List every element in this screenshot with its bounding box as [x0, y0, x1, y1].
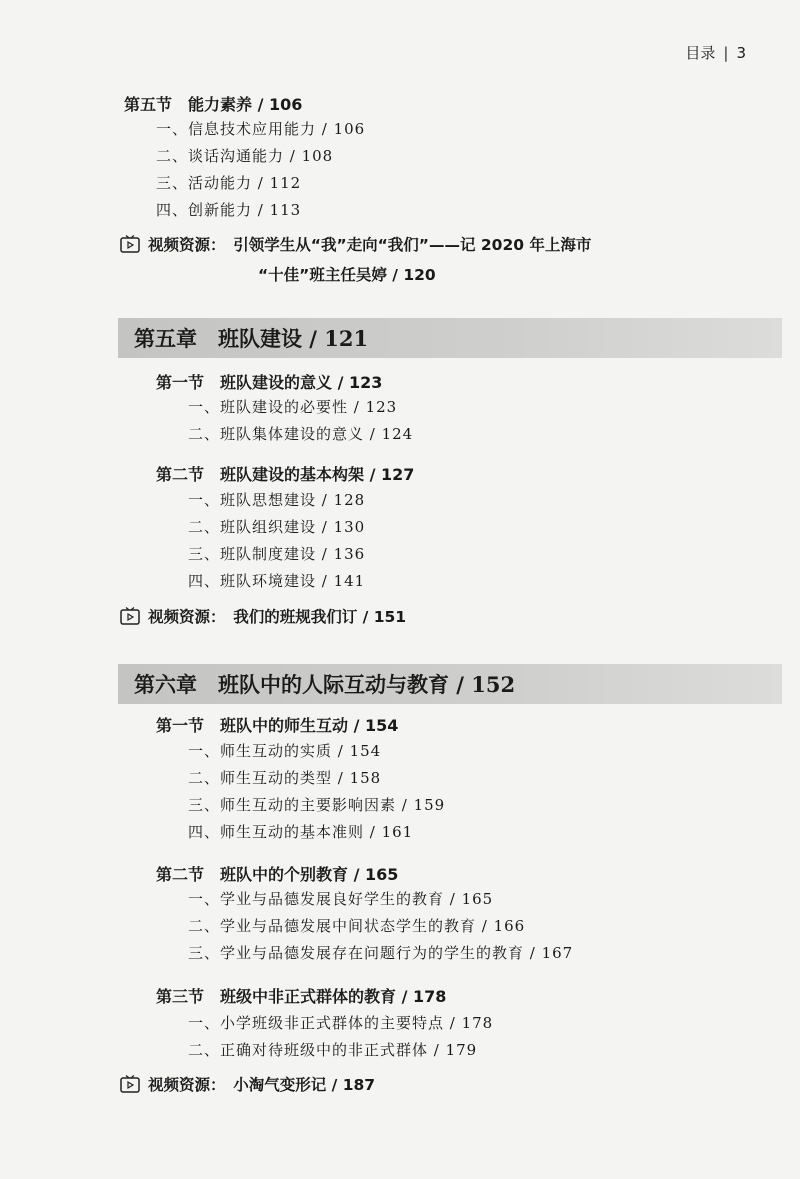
toc-item[interactable]: 三、师生互动的主要影响因素 / 159 [188, 796, 446, 814]
toc-section[interactable]: 第三节 班级中非正式群体的教育 / 178 [156, 987, 447, 1006]
toc-section[interactable]: 第一节 班队中的师生互动 / 154 [156, 716, 399, 735]
toc-item[interactable]: 一、信息技术应用能力 / 106 [156, 120, 366, 138]
toc-item[interactable]: 一、班队思想建设 / 128 [188, 491, 366, 509]
toc-item[interactable]: 三、学业与品德发展存在问题行为的学生的教育 / 167 [188, 944, 574, 962]
page-header [685, 42, 746, 63]
tv-play-icon [120, 1075, 140, 1093]
chapter-heading[interactable] [118, 664, 782, 704]
toc-section[interactable]: 第二节 班队建设的基本构架 / 127 [156, 465, 415, 484]
toc-item[interactable]: 二、班队组织建设 / 130 [188, 518, 366, 536]
video-resource[interactable] [120, 233, 591, 255]
toc-item[interactable]: 一、班队建设的必要性 / 123 [188, 398, 398, 416]
toc-item[interactable]: 四、创新能力 / 113 [156, 201, 302, 219]
header-title: 目录 [685, 44, 716, 62]
header-divider: | [723, 43, 729, 62]
toc-item[interactable]: 一、学业与品德发展良好学生的教育 / 165 [188, 890, 494, 908]
video-resource-continued: “十佳”班主任吴婷 / 120 [258, 266, 436, 284]
toc-item[interactable]: 三、活动能力 / 112 [156, 174, 302, 192]
toc-item[interactable]: 二、学业与品德发展中间状态学生的教育 / 166 [188, 917, 526, 935]
page-number: 3 [736, 43, 746, 62]
video-resource-label: 视频资源： 我们的班规我们订 / 151 [148, 608, 407, 626]
toc-section[interactable]: 第五节 能力素养 / 106 [124, 95, 303, 114]
tv-play-icon [120, 235, 140, 253]
video-resource[interactable] [120, 605, 406, 627]
chapter-title: 第五章 班队建设 / 121 [134, 326, 369, 351]
toc-item[interactable]: 三、班队制度建设 / 136 [188, 545, 366, 563]
video-resource[interactable] [120, 1073, 375, 1095]
video-resource-label: 视频资源： 引领学生从“我”走向“我们”——记 2020 年上海市 [148, 236, 592, 254]
toc-item[interactable]: 二、谈话沟通能力 / 108 [156, 147, 334, 165]
toc-item[interactable]: 二、师生互动的类型 / 158 [188, 769, 382, 787]
toc-item[interactable]: 二、班队集体建设的意义 / 124 [188, 425, 414, 443]
toc-item[interactable]: 四、班队环境建设 / 141 [188, 572, 366, 590]
toc-item[interactable]: 一、师生互动的实质 / 154 [188, 742, 382, 760]
tv-play-icon [120, 607, 140, 625]
chapter-title: 第六章 班队中的人际互动与教育 / 152 [134, 672, 516, 697]
chapter-heading[interactable] [118, 318, 782, 358]
video-resource-label: 视频资源： 小淘气变形记 / 187 [148, 1076, 376, 1094]
toc-section[interactable]: 第一节 班队建设的意义 / 123 [156, 373, 383, 392]
toc-item[interactable]: 二、正确对待班级中的非正式群体 / 179 [188, 1041, 478, 1059]
toc-item[interactable]: 一、小学班级非正式群体的主要特点 / 178 [188, 1014, 494, 1032]
toc-item[interactable]: 四、师生互动的基本准则 / 161 [188, 823, 414, 841]
toc-section[interactable]: 第二节 班队中的个别教育 / 165 [156, 865, 399, 884]
